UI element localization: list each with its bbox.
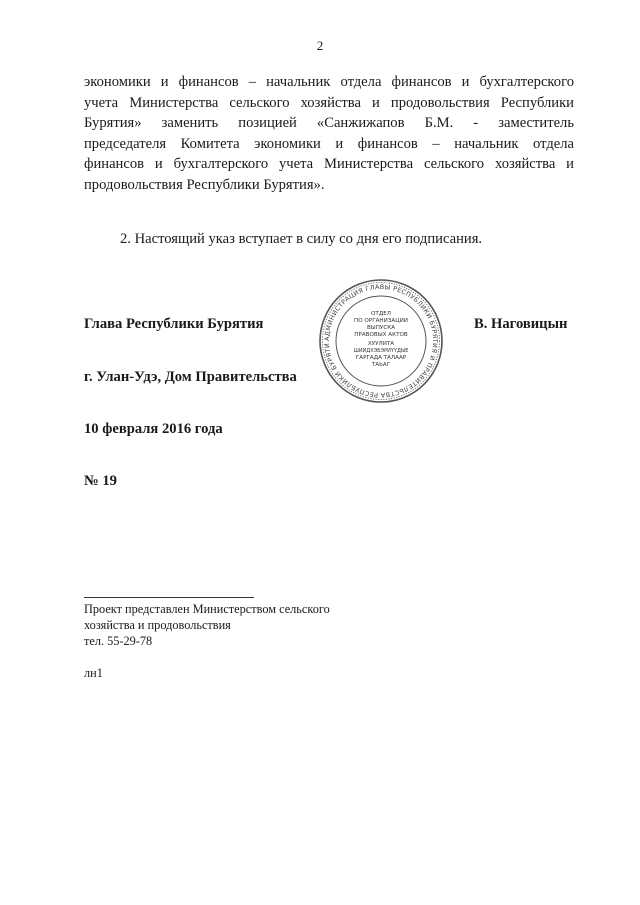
footnote-line-1: Проект представлен Министерством сельского <box>84 602 330 616</box>
footnote-initials: лн1 <box>84 666 103 680</box>
document-number: № 19 <box>84 473 117 489</box>
paragraph-1-line: финансов и бухгалтерского учета Министерства сельского хозяйства и <box>84 156 574 172</box>
official-stamp <box>317 277 445 405</box>
stamp-line: ВЫПУСКА <box>366 325 396 331</box>
paragraph-1-line: учета Министерства сельского хозяйства и продовольствия Республики <box>84 94 574 111</box>
signature-name: В. Наговицын <box>474 316 568 332</box>
date: 10 февраля 2016 года <box>84 421 223 437</box>
paragraph-1-line: председателя Комитета экономики и финансов – начальник отдела <box>84 135 574 152</box>
footnote-divider <box>84 597 254 598</box>
stamp-ring-text: АДМИНИСТРАЦИЯ ГЛАВЫ РЕСПУБЛИКИ БУРЯТИЯ И ПРАВИТЕЛЬСТВА РЕСПУБЛИКИ БУРЯТИ <box>322 282 440 400</box>
footnote-line-2: хозяйства и продовольствия <box>84 618 231 632</box>
stamp-graphic <box>317 277 445 405</box>
paragraph-2: 2. Настоящий указ вступает в силу со дня его подписания. <box>120 231 483 247</box>
stamp-line: ПРАВОВЫХ АКТОВ <box>354 332 408 338</box>
stamp-line: ПО ОРГАНИЗАЦИИ <box>354 318 408 324</box>
stamp-line: ГАРГАДА ТАЛААР <box>355 355 407 361</box>
place: г. Улан-Удэ, Дом Правительства <box>84 369 297 385</box>
signature-position: Глава Республики Бурятия <box>84 316 264 332</box>
stamp-line: ТАЬАГ <box>371 362 391 368</box>
stamp-line: ОТДЕЛ <box>371 311 391 317</box>
paragraph-1-line: продовольствия Республики Бурятия». <box>84 176 325 193</box>
paragraph-1-line: экономики и финансов – начальник отдела финансов и бухгалтерского <box>84 74 574 90</box>
stamp-line: ШИИДХЭБЭРИҮҮДЫЕ <box>353 348 409 354</box>
stamp-line: ХУУЛИТА <box>367 341 395 347</box>
paragraph-1 <box>84 72 574 195</box>
footnote-phone: тел. 55-29-78 <box>84 634 153 648</box>
paragraph-1-line: Бурятия» заменить позицией «Санжижапов Б.М. - заместитель <box>84 115 574 131</box>
page-number: 2 <box>316 38 324 53</box>
